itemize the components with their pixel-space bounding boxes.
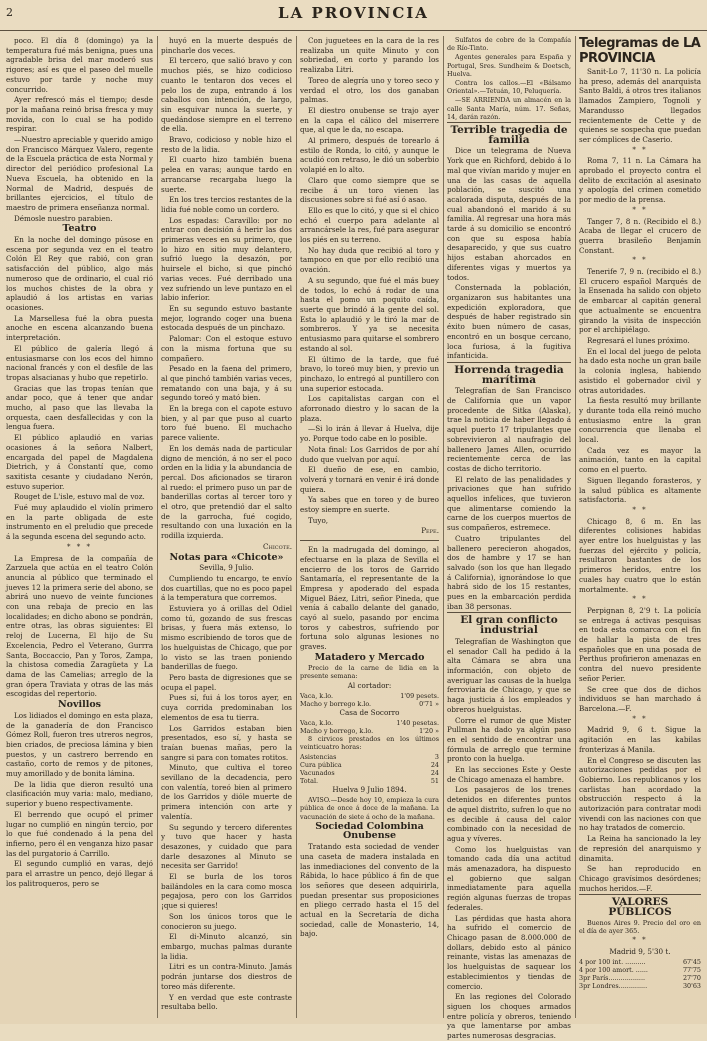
column-divider bbox=[575, 36, 576, 1018]
asterism: * * bbox=[632, 505, 648, 514]
paragraph: Tanger 7, 8 n. (Recibido el 8.) Acaba de llegar el crucero de guerra brasileño Benjamín Constant. bbox=[579, 216, 701, 255]
asterism: * * bbox=[632, 205, 648, 214]
notice-paragraph: AVISO.—Desde hoy 10, empieza la cura pública de once á doce de la mañana. La vacunación de siete á ocho de la mañana. bbox=[300, 796, 439, 821]
paragraph: Son los únicos toros que le conocieron su juego. bbox=[161, 911, 292, 931]
masthead bbox=[0, 0, 707, 31]
paragraph: En los demás nada de particular digno de mención, á no ser el poco orden en la lidia y la abundancia de percal. Dos aficionados se tiraron al ruedo: el primero puso un par de banderillas cortas al tercer toro y el otro, que pretendió dar el salto de la garrocha, fué cogido, resultando con una luxación en la rodilla izquierda. bbox=[161, 443, 292, 541]
page-number: 2 bbox=[6, 6, 13, 19]
data-row bbox=[300, 753, 439, 761]
data-row bbox=[579, 958, 701, 966]
section-heading: Notas para «Chicote» bbox=[169, 551, 284, 563]
paragraph: Minuto, que cultiva el toreo sevillano de la decadencia, pero con valentía, toreó bien al primero de los Garridos y dióle muerte de primera intención con arte y valentía. bbox=[161, 763, 292, 821]
paragraph: La fiesta resultó muy brillante y durante toda ella reinó mucho entusiasmo entre la gran concurrencia que llenaba el local. bbox=[579, 396, 701, 445]
paragraph: Nota final: Los Garridos de por ahí dudo que vuelvan por aquí. bbox=[300, 444, 439, 464]
paragraph: Roma 7, 11 n. La Cámara ha aprobado el proyecto contra el delito de excitación al asesinato y apología del crimen cometido por medio de la prensa. bbox=[579, 156, 701, 205]
row-value: 24 bbox=[430, 760, 439, 769]
paragraph: El público aplaudió en varias ocasiones á la señora Nalbert, encargada del papel de Magdalena Dietrich, y á Constantí que, como saxitista cesante y ciudadano Nerón, estuvo superior. bbox=[6, 433, 153, 491]
paragraph: Chicago 8, 6 m. En las diferentes colisiones habidas ayer entre los huelguistas y las fuerzas del ejército y policía, resultaron bastantes de los primeros heridos, entre los cuales hay cuatro que lo están mortalmente. bbox=[579, 516, 701, 594]
newspaper-title: LA PROVINCIA bbox=[278, 4, 429, 22]
paragraph: Los lidiados el domingo en esta plaza, de la ganadería de don Francisco Gómez Roll, fueron tres utreros negros, bien criados, de preciosa lámina y bien puestos, y un castrero berrendo en castaño, corto de remos y de pitones, muy amorillado y de bonita lámina. bbox=[6, 710, 153, 779]
paragraph: Palomar: Con el estoque estuvo con la misma fortuna que su compañero. bbox=[161, 334, 292, 363]
row-label: 3pr Londres.............. bbox=[579, 982, 648, 991]
paragraph: Cumpliendo tu encargo, te envío dos cuartillas, que no es poco papel á la temperatura que corremos. bbox=[161, 573, 292, 603]
section-heading: Terrible tragedia de familia bbox=[447, 122, 571, 145]
paragraph: En el Congreso se discuten las autorizaciones pedidas por el Gobierno. Los republicanos y los carlistas han acordado la obstrucción respecto á la autorización para contratar modi vivendi con las naciones con que no hay tratados de comercio. bbox=[579, 755, 701, 833]
section-heading: Novillos bbox=[57, 699, 102, 711]
paragraph: En las regiones del Colorado siguen los choques armados entre policía y obreros, teniendo ya que lamentarse por ambas partes numerosas desgracias. bbox=[447, 992, 571, 1041]
paragraph: A su segundo, que fué el más buey de todos, lo echó á rodar de una hasta el pomo un poquito caída, suerte que brindó á la gente del sol. Esta lo aplaudió y le tiró la mar de sombreros. Y ya se necesita entusiasmo para quitarse el sombrero estando al sol. bbox=[300, 275, 439, 353]
asterism: * * bbox=[632, 256, 648, 265]
paragraph: Al primero, después de torearlo á estilo de Ronda, lo citó, y aunque le acudió con retraso, le dió un soberbio volapié en lo alto. bbox=[300, 136, 439, 175]
paragraph: En su segundo estuvo bastante mejor, logrando coger una buena estocada después de un pinchazo. bbox=[161, 303, 292, 333]
paragraph: Como los huelguistas van tomando cada día una actitud más amenazadora, ha dispuesto el gobierno que salgan inmediatamente para aquella región algunas fuerzas de tropas federales. bbox=[447, 844, 571, 912]
paragraph: Toreo de alegría uno y toreo seco y verdad el otro, los dos ganaban palmas. bbox=[300, 75, 439, 105]
data-row bbox=[300, 727, 439, 735]
notice-paragraph: —SE ARRIENDA un almacén en la calle Santa María, núm. 17. Señas, 14, darán razón. bbox=[447, 96, 571, 121]
data-row bbox=[300, 719, 439, 727]
row-label: Vacunados bbox=[300, 769, 335, 778]
paragraph: El relato de las penalidades y privaciones que han sufrido aquellos infelices, que tuvieron que alimentarse comiendo la carne de los cuerpos muertos de sus compañeros, estremece. bbox=[447, 474, 571, 533]
column-3 bbox=[300, 36, 439, 1018]
row-value: 30'63 bbox=[682, 982, 701, 991]
paragraph: Madrid 9, 6 t. Sigue la agitación en las kabilas fronterizas á Manila. bbox=[579, 725, 701, 754]
paragraph: Rouget de L'isle, estuvo mal de voz. bbox=[14, 492, 145, 502]
row-value: 1'40 pesetas. bbox=[396, 718, 439, 727]
paragraph: La Reina ha sancionado la ley de represión del anarquismo y dinamita. bbox=[579, 834, 701, 863]
column-2 bbox=[161, 36, 292, 1018]
paragraph: Tenerife 7, 9 n. (recibido el 8.) El crucero español Marqués de la Ensenada ha salido con objeto de embarcar al capitán general que actualmente se encuentra girando la visita de inspección por el archipiélago. bbox=[579, 267, 701, 335]
row-label: Total. bbox=[300, 777, 319, 786]
notice-paragraph: 8 cirvicos prestados en los últimos veinticuatro horas: bbox=[300, 735, 439, 752]
section-heading: Matadero y Mercado bbox=[314, 651, 425, 663]
paragraph: Pero basta de digresiones que se ocupa el papel. bbox=[161, 673, 292, 692]
column-1 bbox=[6, 36, 153, 1018]
row-value: 1'09 pesets. bbox=[400, 691, 439, 700]
data-row bbox=[300, 777, 439, 785]
asterism: * * bbox=[632, 595, 648, 604]
row-label: Macho y borrego, k.lo. bbox=[300, 727, 374, 736]
paragraph: Estuviera yo á orillas del Odiel como tú, gozando de sus frescas brisas, y fuera más extenso, lo mismo escribiendo de toros que de los huelguistas de Chicago, que por lo visto se las traen poniendo banderillas de fuego. bbox=[161, 604, 292, 672]
notice-paragraph: Contra los callos.—El «Bálsamo Oriental».—Tetuán, 10, Peluquería. bbox=[447, 79, 571, 96]
paragraph: Regresará el lunes próximo. bbox=[587, 335, 690, 345]
column-divider bbox=[443, 36, 444, 1018]
centered-line: Casa de Socorro bbox=[339, 708, 400, 718]
paragraph: Ello es que lo citó, y que si el chico echó el cuerpo para adelante al arrancársele la res, fué para asegurar los piés en su terreno. bbox=[300, 205, 439, 245]
row-value: 0'71 » bbox=[419, 699, 439, 708]
paragraph: Las pérdidas que hasta ahora ha sufrido el comercio de Chicago pasan de 8.000.000 de dollars, debido esto al pánico reinante, vistas las amenazas de los huelguistas de saquear los establecimientos y tiendas de comercio. bbox=[447, 913, 571, 991]
paragraph: En la noche del domingo púsose en escena por segunda vez en el teatro Colón El Rey que rabió, con gran satisfacción del público, algo más numeroso que de ordinario, el cual rió los muchos chistes de la obra y aplaudió á los artistas en varias ocasiones. bbox=[6, 235, 153, 312]
row-label: Vaca, k.lo. bbox=[300, 691, 334, 700]
section-heading: Teatro bbox=[62, 223, 97, 235]
paragraph: Fué muy aplaudido el violín primero en la parte obligada de este instrumento en el preludio que precede á la segunda escena del segundo acto. bbox=[6, 503, 153, 542]
signature: Chicote. bbox=[262, 541, 292, 551]
section-heading: El gran conflicto industrial bbox=[447, 612, 571, 635]
row-label: 4 por 100 int. .......... bbox=[579, 957, 646, 966]
row-label: Macho y borrego k.lo. bbox=[300, 699, 372, 708]
notice-paragraph: Buenos Aires 9. Precio del oro en el día de ayer 365. bbox=[579, 918, 701, 935]
column-divider bbox=[157, 36, 158, 1018]
paragraph: Litri es un contra-Minuto. Jamás podrán juntarse dos diestros de toreo más diferente. bbox=[161, 962, 292, 991]
paragraph: Tratando esta sociedad de vender una caseta de madera instalada en las inmediaciones del convento de la Rábida, lo hace público á fin de que los señores que deseen adquirirla, puedan presentar sus proposiciones en pliego cerrado hasta el 15 del actual en la Secretaría de dicha sociedad, calle de Monasterio, 14, bajo. bbox=[300, 842, 439, 939]
section-divider bbox=[300, 540, 439, 541]
notice-paragraph: Sulfatos de cobre de la Compañía de Río-Tinto. bbox=[447, 36, 571, 53]
data-row bbox=[579, 974, 701, 982]
paragraph: Los espadas: Caravillo: por no entrar con decisión á herir las dos primeras veces en su primero, que lo hizo en sitio muy delantero, sufrió luego la desazón, por huirsele el bicho, si que pinchó varias veces. Fué derribado una vez sufriendo un leve puntazo en el labio inferior. bbox=[161, 215, 292, 303]
paragraph: poco. El día 8 (domingo) ya la temperatura fué más benigna, pues una agradable brisa del mar moderó sus rigores; así es que el paseo del muelle estuvo por tarde y noche muy concurrido. bbox=[6, 36, 153, 94]
row-label: 3pr París.................. bbox=[579, 973, 646, 982]
paragraph: La Empresa de la compañía de Zarzuela que actúa en el teatro Colón anuncia al público que terminado el jueves 12 la primera serie del abono, se abrirá uno nuevo de veinte funciones con una rebaja de precio en las localidades; en dicho abono se pondrán, entre otras, las obras siguientes: El reloj de Lucerna, El hijo de Su Excelencia, Pedro el Veterano, Gurrra Santa, Boccaccio, Pan y Toros, Zampa, la chistosa comedia Zaragüeta y La dama de las Camelias; arreglo de la gran ópera Traviata y otras de las más escogidas del repertorio. bbox=[6, 553, 153, 699]
paragraph: Cuatro tripulantes del ballenero perecieron ahogados, dos de hambre y 17 se han salvado (son los que han llegado á California), ignorándose lo que habrá sido de los 15 restantes, pues en la embarcación perdida iban 38 personas. bbox=[447, 533, 571, 611]
paragraph: Ya sabes que en toreo y de bureo estoy siempre en suerte. bbox=[300, 495, 439, 515]
column-4 bbox=[447, 36, 571, 1041]
paragraph: —Si lo irán á llevar á Huelva, dije yo. Porque todo cabe en lo posible. bbox=[300, 424, 439, 444]
paragraph: Sanit-Lo 7, 11'30 n. La policía ha preso, además del anarquista Santo Baldi, á otros tres italianos llamados Zampiero, Tognoli y Marandusso llegados recientemente de Cette y de quienes se sospecha que puedan ser cómplices de Caserio. bbox=[579, 67, 701, 144]
row-value: 24 bbox=[430, 769, 439, 778]
paragraph: Gracias que las tropas tenían que andar poco, que á tener que andar mucho, al paso que las llevaba la orquesta, caen desfallecidas y con la lengua fuera. bbox=[6, 383, 153, 432]
paragraph: Telegrafían de Washington que el senador Call ha pedido á la alta Cámara se abra una información, con objeto de averiguar las causas de la huelga ferroviaria de Chicago, y que se haga justicia á los empleados y obreros huelguistas. bbox=[447, 636, 571, 714]
paragraph: Pesado en la faena del primero, al que pinchó también varias veces, rematando con una baja, y á su segundo toreó y mató bien. bbox=[161, 364, 292, 403]
paragraph: Bravo, codicioso y noble hizo el resto de la lidia. bbox=[161, 135, 292, 154]
paragraph: Los pasajeros de los trenes detenidos en diferentes puntos de aquel distrito, sufren lo que no es decible á causa del calor combinado con la necesidad de agua y víveres. bbox=[447, 785, 571, 843]
paragraph: Su segundo y tercero diferentes y tuvo que hacer y hasta desazones, y cuidado que para darle desazones al Minuto se necesita ser Garrido! bbox=[161, 822, 292, 871]
paragraph: Tuyo, bbox=[308, 515, 329, 525]
asterism: * * * bbox=[67, 542, 92, 551]
notice-paragraph: Precio de la carne de lidia en la presente semana: bbox=[300, 663, 439, 680]
paragraph: El público de galería llegó á entusiasmarse con los ecos del himno nacional francés y con el desfile de las tropas alsacianas y hubo que repetirlo. bbox=[6, 343, 153, 382]
asterism: * * bbox=[632, 936, 648, 945]
paragraph: Telegrafían de San Francisco de California que un vapor procedente de Sitka (Alaska), trae la noticia de haber llegado á aquel puerto 17 tripulantes que sobrevivieron al naufragio del ballenero James Allen, ocurrido recientemente cerca de las costas de dicho territorio. bbox=[447, 386, 571, 473]
paragraph: El segundo cumplió en varas, dejó para el arrastre un penco, dejó llegar á los palitroqueros, pero se bbox=[6, 859, 153, 888]
paragraph: Claro que como siempre que se recibe á un toro vienen las discusiones sobre si fué así ó asao. bbox=[300, 175, 439, 205]
paragraph: En el local del juego de pelota ha dado esta noche un gran baile la colonia inglesa, habiendo asistido el gobernador civil y otras autoridades. bbox=[579, 346, 701, 395]
paragraph: Consternada la población, organizaron sus habitantes una expedición exploradora, que después de haber registrado sin éxito buen número de casas, encontró en un bosque cercano, loca furiosa, á la fugitiva infanticida. bbox=[447, 283, 571, 361]
paragraph: En las secciones Este y Oeste de Chicago amenaza el hambre. bbox=[447, 765, 571, 784]
paragraph: Se han reproducido en Chicago gravísimos desórdenes; muchos heridos.—F. bbox=[579, 864, 701, 893]
paragraph: De la lidia que dieron resultó una clasificación muy varia: malo, mediano, superior y bueno respectivamente. bbox=[6, 779, 153, 809]
paragraph: Corre el rumor de que Mister Pullman ha dado ya algún paso en el sentido de encontrar una fórmula de arreglo que termine pronto con la huelga. bbox=[447, 715, 571, 764]
data-row bbox=[300, 769, 439, 777]
paragraph: —Nuestro apreciable y querido amigo don Francisco Márquez Valero, regente de la Escuela práctica de esta Normal y director del periódico profesional La Nueva Escuela, ha obtenido en la Normal de Madrid, después de brillantes ejercicios, el título de maestro de primera enseñanza normal. bbox=[6, 135, 153, 212]
centered-line: Huelva 9 Julio 1894. bbox=[332, 785, 407, 795]
row-value: 51 bbox=[430, 777, 439, 786]
paragraph: Y en verdad que este contraste resultaba bello. bbox=[161, 992, 292, 1012]
asterism: * * bbox=[632, 714, 648, 723]
centered-line: Madrid 9, 5'30 t. bbox=[609, 946, 671, 956]
paragraph: Ayer refrescó más el tiempo; desde por la mañana reinó brisa fresca y muy movida, con lo cual se ha podido respirar. bbox=[6, 95, 153, 134]
paragraph: En los tres tercios restantes de la lidia fué noble como un cordero. bbox=[161, 195, 292, 214]
paragraph: Siguen llegando forasteros, y la salud pública es altamente satisfactoria. bbox=[579, 475, 701, 505]
centered-line: Al cortador: bbox=[347, 681, 392, 690]
asterism: * * bbox=[632, 145, 648, 154]
paragraph: Los capitalistas cargan con el aforronado diestro y lo sacan de la plaza. bbox=[300, 394, 439, 423]
data-row bbox=[579, 966, 701, 974]
row-value: 27'70 bbox=[682, 973, 701, 982]
section-heading: VALORES PÚBLICOS bbox=[579, 894, 701, 917]
paragraph: El se burla de los toros bailándoles en la cara como mosca pegajosa, pero con los Garridos ¡que si quieres! bbox=[161, 872, 292, 911]
signature: Pepe. bbox=[421, 526, 439, 536]
row-value: 1'20 » bbox=[419, 727, 439, 736]
paragraph: No hay duda que recibió al toro y tampoco en que por ello recibió una ovación. bbox=[300, 245, 439, 275]
paragraph: Dice un telegrama de Nueva York que en Richford, debido á lo mal que vivían marido y mujer en una de las casas de aquella población, se suscitó una acalorada disputa, después de la cual abandonó el marido á su familia. Al regresar una hora más tarde á su domicilio se encontró con que su esposa había desaparecido, y que sus cuatro hijos estaban ahorcados en diferentes vigas y muertos ya todos. bbox=[447, 146, 571, 282]
paragraph: Perpignan 8, 2'9 t. La policía se entrega á activas pesquisas en toda esta comarca con el fin de hallar la pista de tres españoles que en una posada de Perthus profirieron amenazas en contra del nuevo presidente señor Perier. bbox=[579, 605, 701, 683]
paragraph: El cuarto hizo también buena pelea en varas; aunque tardo en arrancarse recargaba luego la suerte. bbox=[161, 155, 292, 194]
centered-line: Sevilla, 9 Julio. bbox=[199, 563, 254, 573]
data-row bbox=[300, 692, 439, 700]
row-label: Vaca, k.lo. bbox=[300, 718, 334, 727]
row-label: 4 por 100 amort. ...... bbox=[579, 965, 648, 974]
notice-paragraph: Agentes generales para España y Portugal, Sres. Sundheim & Doetsch, Huelva. bbox=[447, 53, 571, 78]
paragraph: Se cree que dos de dichos individuos se han marchado á Barcelona.—F. bbox=[579, 684, 701, 713]
column-5 bbox=[579, 36, 701, 1018]
section-heading: Sociedad Colombina Onubense bbox=[315, 820, 424, 842]
paragraph: huyó en la muerte después de pincharle dos veces. bbox=[161, 36, 292, 55]
paragraph: Cada vez es mayor la animación, tanto en la capital como en el puerto. bbox=[579, 445, 701, 475]
paragraph: El diestro onubense se trajo ayer en la capa el cálico del miserrere que, al que le da, no escapa. bbox=[300, 105, 439, 135]
telegrams-heading: Telegramas de LA PROVINCIA bbox=[579, 36, 701, 66]
paragraph: El dueño de ese, en cambio, volverá y tornará en venir é irá donde quiera. bbox=[300, 465, 439, 494]
data-row bbox=[300, 761, 439, 769]
data-row bbox=[300, 700, 439, 708]
row-label: Asistencias bbox=[300, 752, 337, 761]
paragraph: Pues sí, fui á los toros ayer, en cuya corrida predominaban los elementos de esa tu tierra. bbox=[161, 693, 292, 722]
paragraph: En la brega con el capote estuvo bien, y al par que puso al cuarto toro fué bueno. El muchacho parece valiente. bbox=[161, 404, 292, 443]
row-value: 3 bbox=[434, 752, 439, 761]
section-heading: Horrenda tragedia marítima bbox=[447, 362, 571, 385]
column-divider bbox=[296, 36, 297, 1018]
data-row bbox=[579, 982, 701, 990]
paragraph: La Marsellesa fué la obra puesta anoche en escena alcanzando buena interpretación. bbox=[6, 313, 153, 343]
row-label: Cura pública bbox=[300, 760, 342, 769]
paragraph: Con juguetees en la cara de la res realizaba un quite Minuto y con sobriedad, en corto y parando los realizaba Litri. bbox=[300, 36, 439, 75]
row-value: 77'75 bbox=[682, 965, 701, 974]
paragraph: El último de la tarde, que fué bravo, lo toreó muy bien, y previo un pinchazo, lo entregó al puntillero con una superior estocada. bbox=[300, 354, 439, 393]
paragraph: Démosle nuestro parabien. bbox=[14, 213, 113, 223]
paragraph: En la madrugada del domingo, al efectuarse en la plaza de Sevilla el encierro de los toros de Garrido Santamaría, el representante de la Empresa y apoderado del espada Miguel Báez, Litri, señor Pineda, que venía á caballo delante del ganado, cayó al suelo, pasando por encima toros y cabestros, sufriendo por fortuna solo algunas lesiones no graves. bbox=[300, 545, 439, 652]
paragraph: El di-Minuto alcanzó, sin embargo, muchas palmas durante la lidia. bbox=[161, 932, 292, 961]
paragraph: El tercero, que salió bravo y con muchos piés, se hizo codicioso cuanto le tentaron dos veces el pelo los de zupa, entrando á los caballos con intención, de largo, sin esquivar nunca la suerte, y quedándose siempre en el terreno de ella. bbox=[161, 56, 292, 134]
paragraph: El berrendo que ocupó el primer lugar no cumplió en ningún tercio, por lo que fué condenado á la pena del infierno, pero él en venganza hizo pasar las del purgatorio á Carrillo. bbox=[6, 809, 153, 858]
row-value: 67'45 bbox=[682, 957, 701, 966]
paragraph: Los Garridos estaban bien presentados, eso sí, y hasta se traían buenas mañas, pero la sangre si para con tomates rotitos. bbox=[161, 723, 292, 762]
